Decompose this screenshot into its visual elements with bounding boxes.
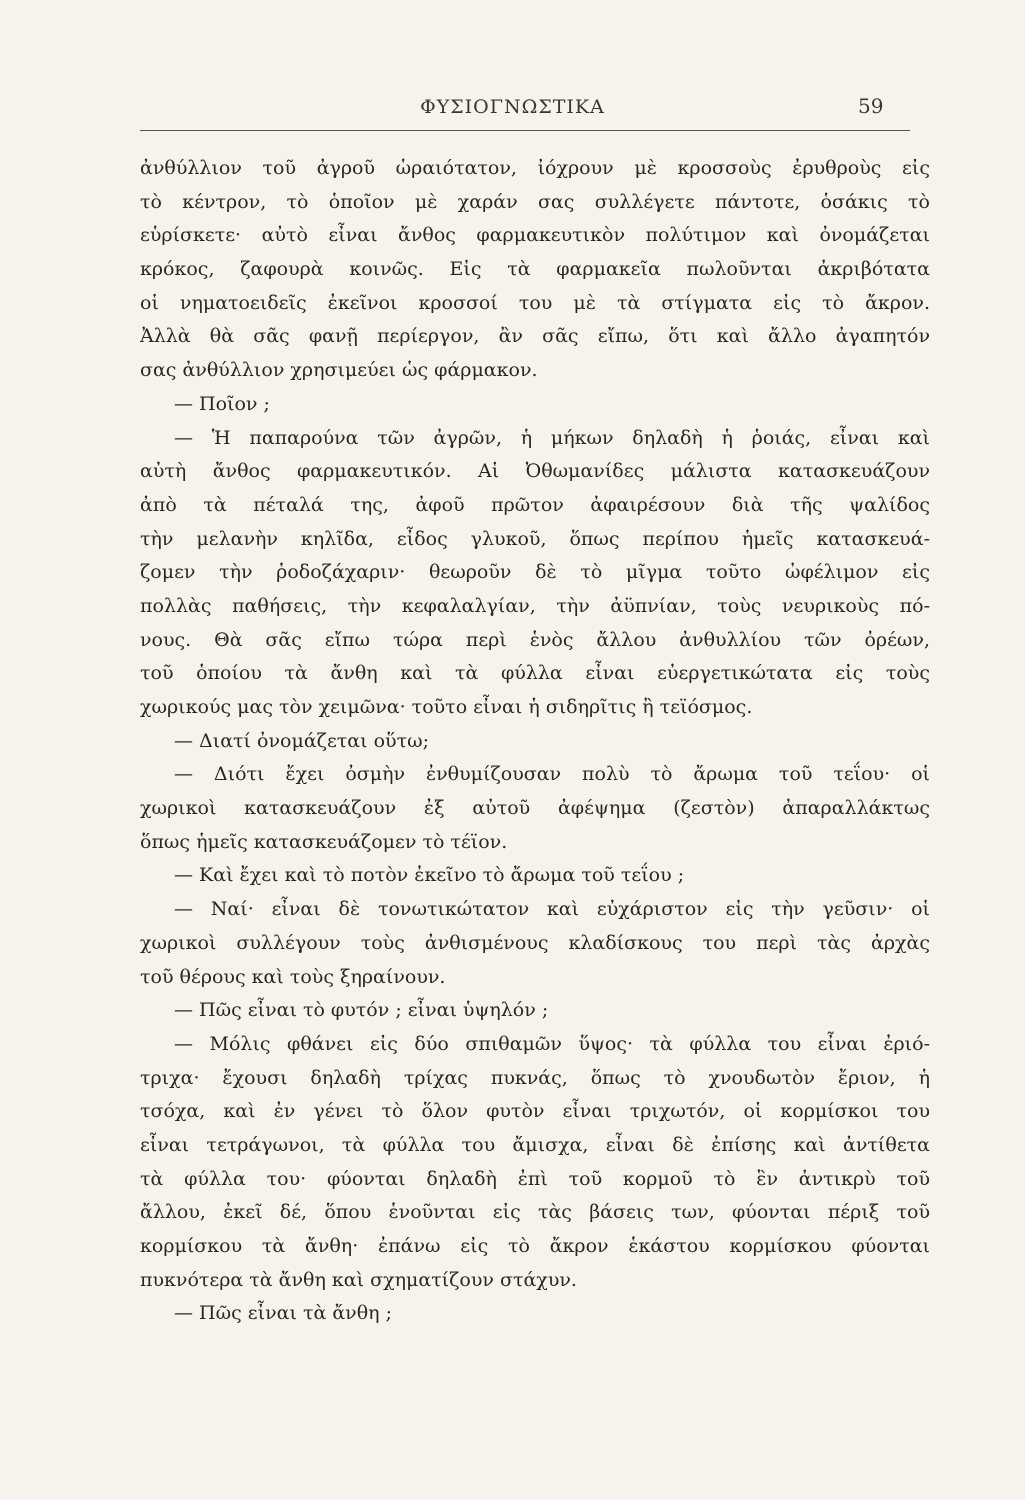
text-line: πολλὰς παθήσεις, τὴν κεφαλαλγίαν, τὴν ἀϋπνίαν, τοὺς νευρικοὺς πό- — [140, 594, 930, 617]
running-header-title: ΦΥΣΙΟΓΝΩΣΤΙΚΑ — [420, 96, 605, 118]
text-line: αὐτὴ ἄνθος φαρμακευτικόν. Αἱ Ὀθωμανίδες μάλιστα κατασκευάζουν — [140, 460, 930, 483]
text-line: εὑρίσκετε· αὐτὸ εἶναι ἄνθος φαρμακευτικὸν πολύτιμον καὶ ὀνομάζεται — [140, 224, 930, 247]
dialog-line: — Πῶς εἶναι τὸ φυτόν ; εἶναι ὑψηλόν ; — [174, 999, 549, 1022]
text-line: κορμίσκου τὰ ἄνθη· ἐπάνω εἰς τὸ ἄκρον ἑκάστου κορμίσκου φύονται — [140, 1235, 930, 1257]
dialog-line: — Ἡ παπαρούνα τῶν ἀγρῶν, ἡ μήκων δηλαδὴ ἡ ῥοιάς, εἶναι καὶ — [174, 426, 930, 449]
text-line: ὅπως ἡμεῖς κατασκευάζομεν τὸ τέϊον. — [140, 830, 508, 853]
text-line: νους. Θὰ σᾶς εἴπω τώρα περὶ ἑνὸς ἄλλου ἀνθυλλίου τῶν ὀρέων, — [140, 628, 930, 651]
page-number: 59 — [858, 94, 884, 118]
text-line: τσόχα, καὶ ἐν γένει τὸ ὅλον φυτὸν εἶναι τριχωτόν, οἱ κορμίσκοι του — [140, 1100, 930, 1123]
dialog-line: — Καὶ ἔχει καὶ τὸ ποτὸν ἐκεῖνο τὸ ἄρωμα τοῦ τεΐου ; — [174, 864, 685, 887]
dialog-line: — Μόλις φθάνει εἰς δύο σπιθαμῶν ὕψος· τὰ φύλλα του εἶναι ἐριό- — [174, 1032, 930, 1055]
text-line: χωρικοὶ συλλέγουν τοὺς ἀνθισμένους κλαδίσκους του περὶ τὰς ἀρχὰς — [140, 931, 930, 954]
text-line: Ἀλλὰ θὰ σᾶς φανῇ περίεργον, ἂν σᾶς εἴπω, ὅτι καὶ ἄλλο ἀγαπητόν — [140, 325, 930, 348]
text-line: πυκνότερα τὰ ἄνθη καὶ σχηματίζουν στάχυν. — [140, 1268, 577, 1291]
text-line: ἄλλου, ἐκεῖ δέ, ὅπου ἑνοῦνται εἰς τὰς βάσεις των, φύονται πέριξ τοῦ — [140, 1201, 930, 1224]
text-line: τὸ κέντρον, τὸ ὁποῖον μὲ χαράν σας συλλέγετε πάντοτε, ὁσάκις τὸ — [140, 190, 930, 213]
dialog-line: — Διότι ἔχει ὀσμὴν ἐνθυμίζουσαν πολὺ τὸ ἄρωμα τοῦ τεΐου· οἱ — [174, 763, 930, 786]
dialog-line: — Ναί· εἶναι δὲ τονωτικώτατον καὶ εὐχάριστον εἰς τὴν γεῦσιν· οἱ — [174, 898, 930, 921]
text-line: χωρικούς μας τὸν χειμῶνα· τοῦτο εἶναι ἡ σιδηρῖτις ἢ τεϊόσμος. — [140, 696, 753, 718]
body-text — [140, 152, 930, 1331]
dialog-line: — Πῶς εἶναι τὰ ἄνθη ; — [174, 1302, 392, 1325]
text-line: τριχα· ἔχουσι δηλαδὴ τρίχας πυκνάς, ὅπως τὸ χνουδωτὸν ἔριον, ἡ — [140, 1066, 930, 1089]
text-line: κρόκος, ζαφουρὰ κοινῶς. Εἰς τὰ φαρμακεῖα πωλοῦνται ἀκριβότατα — [140, 258, 930, 281]
text-line: εἶναι τετράγωνοι, τὰ φύλλα του ἄμισχα, εἶναι δὲ ἐπίσης καὶ ἀντίθετα — [140, 1133, 930, 1156]
text-line: τοῦ ὁποίου τὰ ἄνθη καὶ τὰ φύλλα εἶναι εὐεργετικώτατα εἰς τοὺς — [140, 662, 930, 685]
header-rule — [140, 130, 910, 131]
text-line: ἀπὸ τὰ πέταλά της, ἀφοῦ πρῶτον ἀφαιρέσουν διὰ τῆς ψαλίδος — [140, 493, 930, 516]
text-line: οἱ νηματοειδεῖς ἐκεῖνοι κροσσοί του μὲ τὰ στίγματα εἰς τὸ ἄκρον. — [140, 291, 930, 314]
text-line: ζομεν τὴν ῥοδοζάχαριν· θεωροῦν δὲ τὸ μῖγμα τοῦτο ὠφέλιμον εἰς — [140, 561, 930, 584]
text-line: ἀνθύλλιον τοῦ ἀγροῦ ὡραιότατον, ἰόχρουν μὲ κροσσοὺς ἐρυθροὺς εἰς — [140, 157, 930, 179]
text-line: τοῦ θέρους καὶ τοὺς ξηραίνουν. — [140, 965, 446, 988]
text-line: σας ἀνθύλλιον χρησιμεύει ὡς φάρμακον. — [140, 359, 538, 382]
text-line: τὰ φύλλα του· φύονται δηλαδὴ ἐπὶ τοῦ κορμοῦ τὸ ἓν ἀντικρὺ τοῦ — [140, 1167, 930, 1190]
dialog-line: — Διατί ὀνομάζεται οὕτω; — [174, 729, 430, 752]
text-line: χωρικοὶ κατασκευάζουν ἐξ αὐτοῦ ἀφέψημα (ζεστὸν) ἀπαραλλάκτως — [140, 797, 930, 820]
dialog-line: — Ποῖον ; — [174, 392, 270, 415]
text-line: τὴν μελανὴν κηλῖδα, εἶδος γλυκοῦ, ὅπως περίπου ἡμεῖς κατασκευά- — [140, 527, 930, 550]
